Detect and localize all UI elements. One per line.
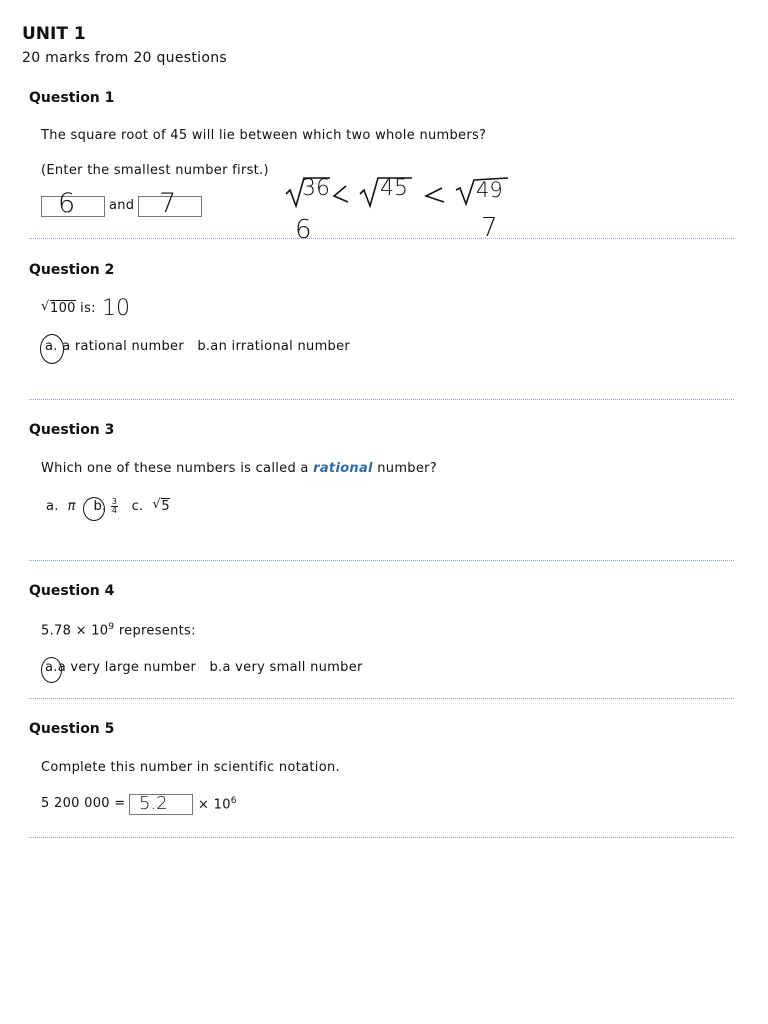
question-5-text: Complete this number in scientific notation.: [41, 760, 340, 775]
option-a-value[interactable]: π: [67, 499, 76, 514]
question-4-options: [45, 660, 363, 675]
question-3-heading: Question 3: [29, 422, 115, 438]
question-2-text: [41, 301, 96, 316]
divider: [29, 698, 734, 699]
question-3-text: Which one of these numbers is called a rational number?: [41, 461, 437, 476]
and-label: and: [109, 198, 135, 213]
question-4-heading: Question 4: [29, 583, 115, 599]
page-subtitle: 20 marks from 20 questions: [22, 50, 227, 66]
page-title: UNIT 1: [22, 24, 86, 44]
question-3-options: [46, 498, 170, 515]
option-b-label[interactable]: b.: [93, 499, 107, 514]
question-5-lhs: 5 200 000 =: [41, 796, 126, 811]
divider: [29, 560, 734, 561]
divider: [29, 837, 734, 838]
question-1-text: The square root of 45 will lie between which two whole numbers?: [41, 128, 487, 143]
answer-circle-mark: [40, 334, 64, 364]
answer-2-input[interactable]: [138, 188, 202, 219]
square-root-100: √ 100: [41, 299, 76, 316]
divider: [29, 399, 734, 400]
answer-circle-mark: [41, 657, 62, 683]
option-a-label[interactable]: a.: [45, 339, 58, 354]
question-5-heading: Question 5: [29, 721, 115, 737]
question-2-heading: Question 2: [29, 262, 115, 278]
question-2-options: [45, 339, 350, 354]
question-4-text: $5.78 \times 10^9$ represents:: [41, 622, 196, 639]
question-1-hint: (Enter the smallest number first.): [41, 163, 269, 178]
scientific-notation-input[interactable]: [129, 794, 193, 815]
working-radicand-45: 45: [380, 176, 408, 201]
option-b-label[interactable]: b.: [209, 660, 223, 675]
handwritten-answer-5: 5.2: [139, 793, 168, 814]
working-whole-7: 7: [481, 213, 498, 243]
working-whole-6: 6: [295, 215, 312, 245]
answer-1-input[interactable]: [41, 188, 105, 219]
handwritten-note-10: 10: [102, 296, 130, 321]
exponent: 6: [230, 796, 237, 806]
answer-circle-mark: [83, 497, 105, 521]
option-b-text[interactable]: a very small number: [222, 660, 363, 675]
option-b-text[interactable]: an irrational number: [210, 339, 351, 354]
option-a-text[interactable]: a very large number: [57, 660, 197, 675]
exponent: 9: [108, 622, 115, 632]
handwritten-answer-1: 6: [58, 188, 76, 219]
option-a-text[interactable]: a rational number: [62, 339, 184, 354]
working-radicand-36: 36: [302, 176, 330, 201]
handwritten-answer-2: 7: [159, 188, 177, 219]
divider: [29, 238, 734, 239]
rational-emphasis: rational: [313, 461, 373, 476]
option-b-fraction[interactable]: $\frac{3}{4}$: [111, 497, 118, 515]
question-1-heading: Question 1: [29, 90, 115, 106]
option-c-label[interactable]: c.: [131, 499, 144, 514]
option-c-root-5[interactable]: √ 5: [152, 497, 170, 514]
working-radicand-49: 49: [476, 178, 503, 202]
is-label: is:: [80, 301, 96, 316]
less-than-1: [334, 186, 348, 202]
option-a-label[interactable]: a.: [45, 660, 58, 675]
option-a-label[interactable]: a.: [46, 499, 59, 514]
less-than-2: [426, 188, 444, 202]
option-b-label[interactable]: b.: [197, 339, 211, 354]
question-5-rhs: × $10^6$: [198, 796, 237, 813]
